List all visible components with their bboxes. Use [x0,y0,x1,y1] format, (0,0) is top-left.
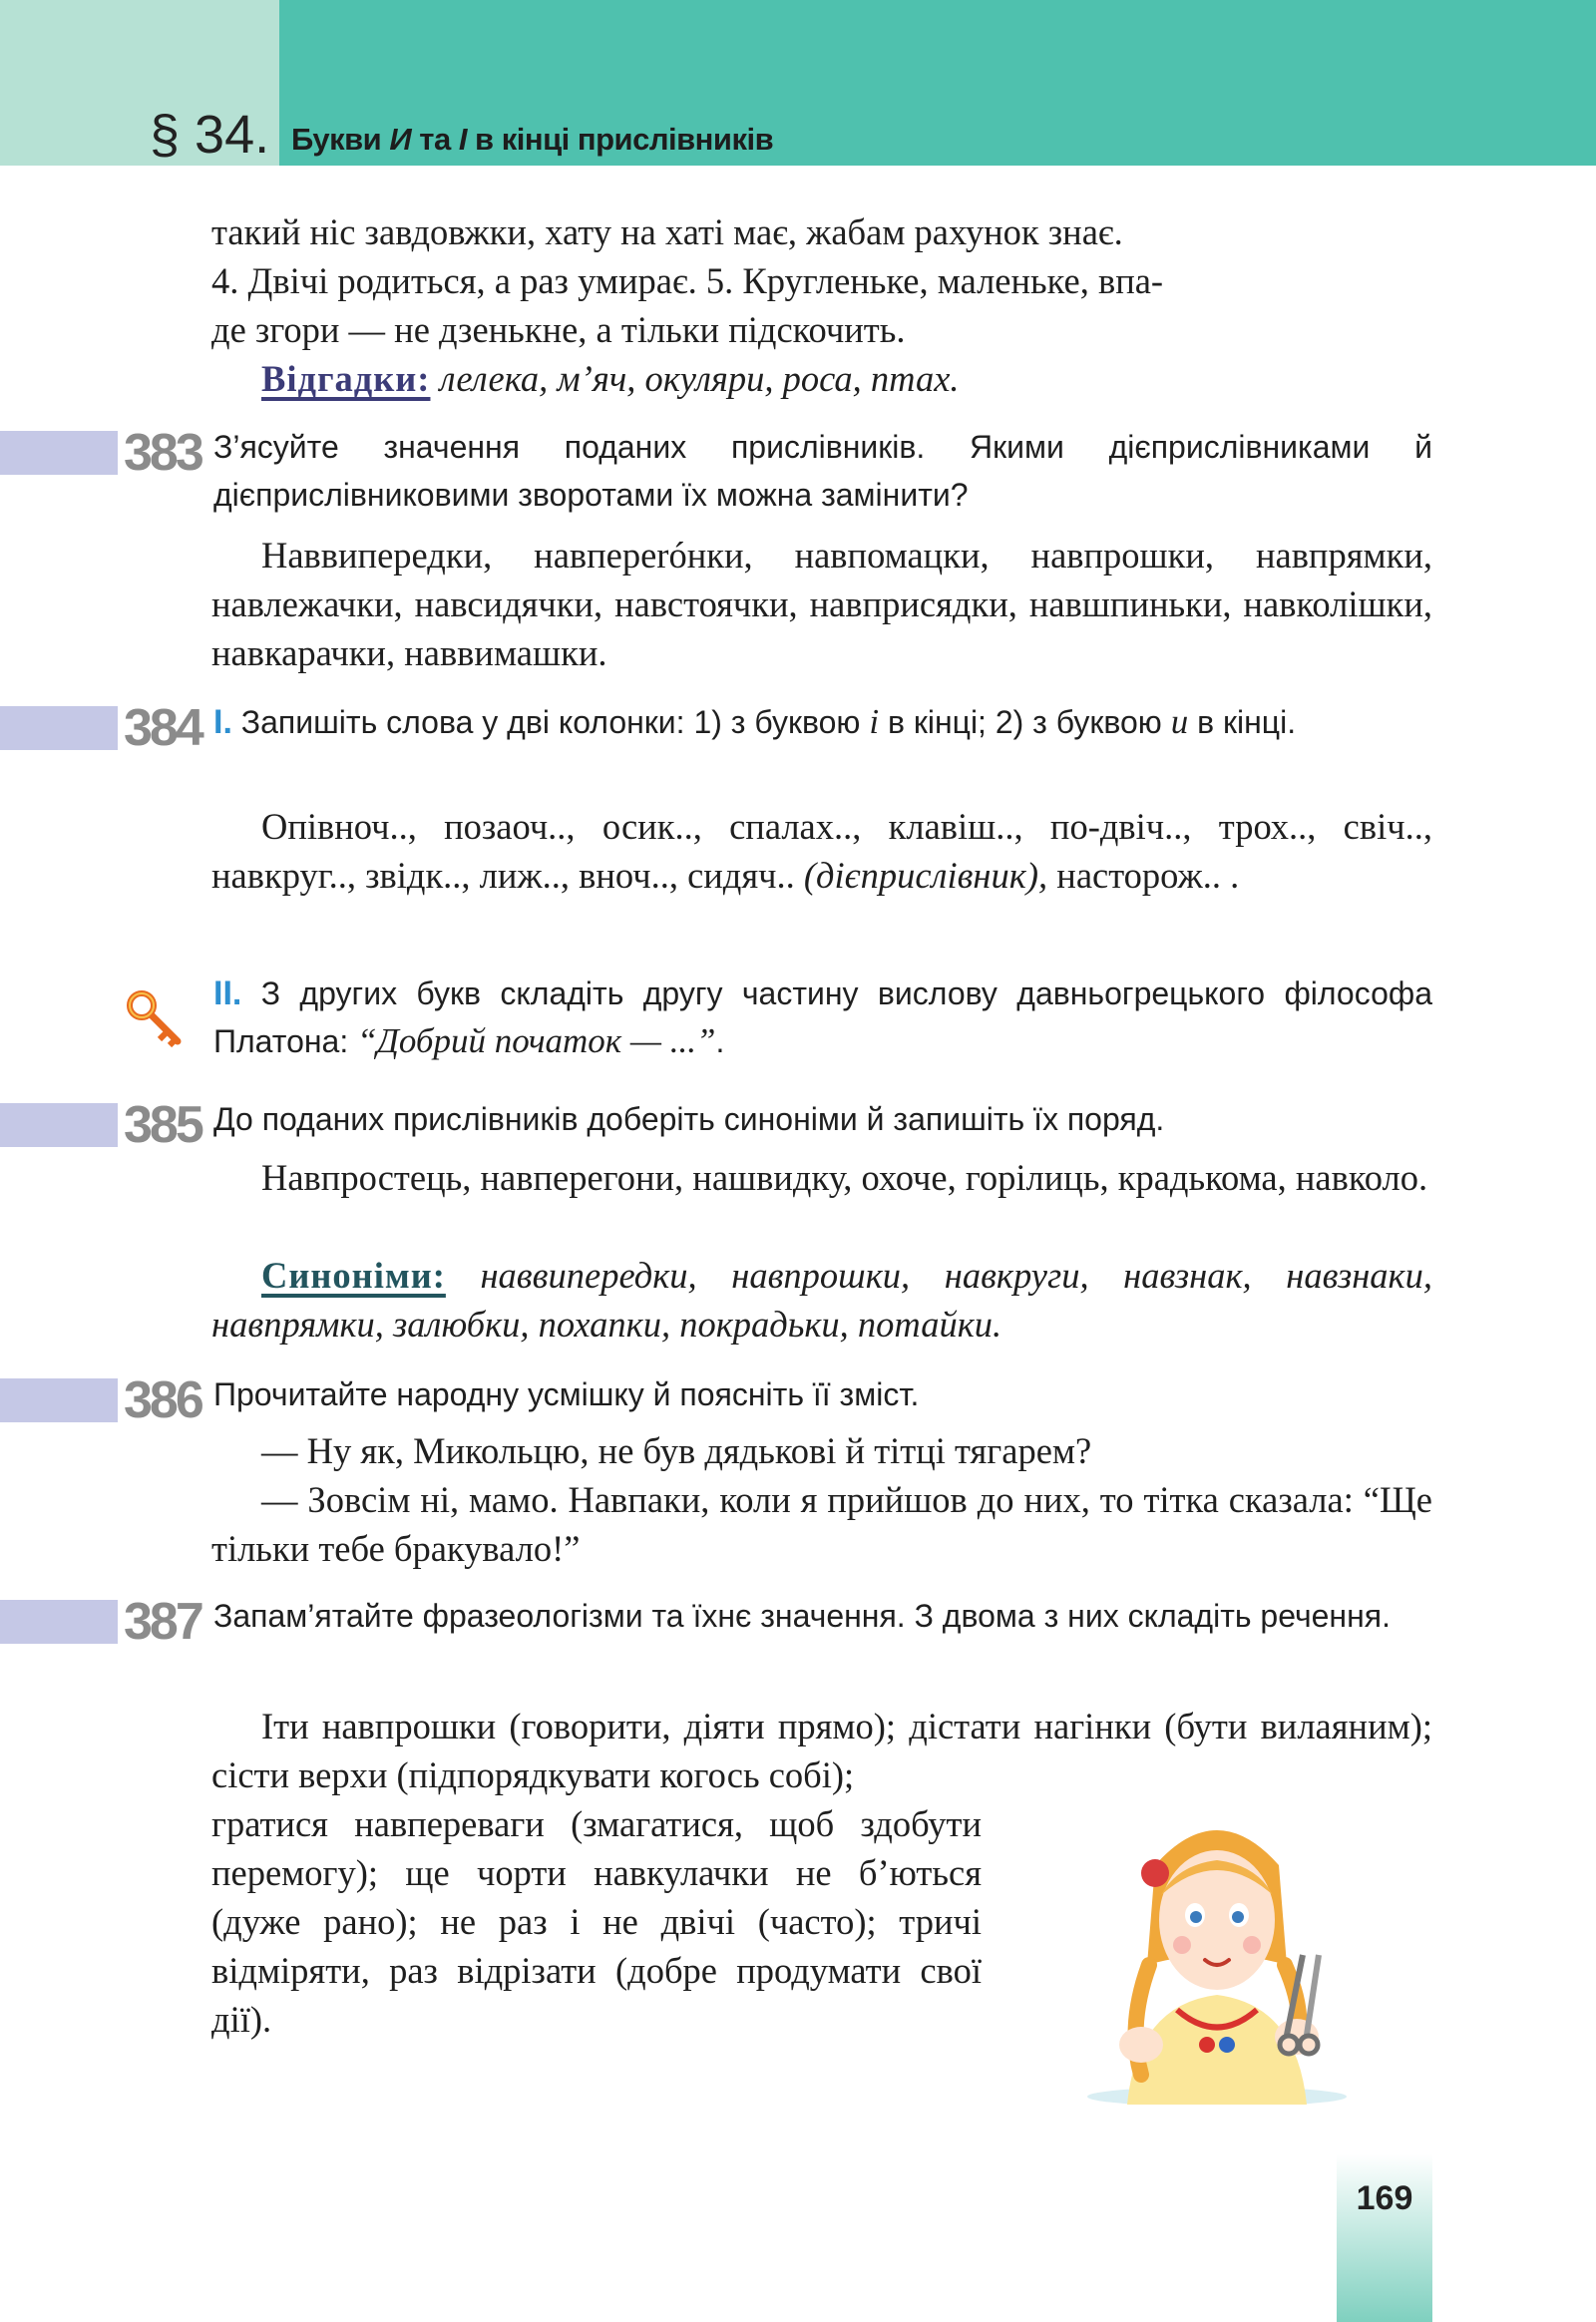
task-383-text: Наввипередки, навпереróнки, навпомацки, навпрошки, навпрямки, навлежачки, навсидячки, навстоячки, навприсядки, навшпиньки, навколішки, навкарачки, наввимашки. [211,535,1432,673]
synonyms-label: Синоніми: [261,1255,446,1296]
task-385-number: 385 [124,1096,201,1154]
task-386-line1: — Ну як, Микольцю, не був дядькові й тітці тягарем? [261,1430,1092,1471]
task-387-bar [0,1600,118,1644]
girl-with-scissors-illustration [1057,1805,1377,2105]
task-386-prompt: Прочитайте народну усмішку й поясніть її зміст. [213,1376,920,1412]
task-385-synonyms: Синоніми: наввипередки, навпрошки, навкруги, навзнак, навзнаки, навпрямки, залюбки, похапки, покрадьки, потайки. [211,1255,1432,1345]
task-386-number: 386 [124,1371,201,1429]
section-number: § 34. [150,105,270,165]
task-383-number: 383 [124,424,201,482]
task-384-number: 384 [124,699,201,757]
task-386-line2: — Зовсім ні, мамо. Навпаки, коли я прийшов до них, то тітка сказала: “Ще тільки тебе бракувало!” [211,1479,1432,1569]
task-385-prompt: До поданих прислівників доберіть синоніми й запишіть їх поряд. [213,1101,1165,1137]
riddle-answers: Відгадки: лелека, м’яч, окуляри, роса, птах. [261,358,960,399]
section-title: Букви И та І в кінці прислівників [291,122,774,157]
task-387-number: 387 [124,1593,201,1651]
task-387-text-narrow: гратися навпереваги (змагатися, щоб здобути перемогу); ще чорти навкулачки не б’ються (дуже рано); не раз і не двічі (часто); тричі відміряти, раз відрізати (добре продумати свої дії). [211,1803,982,2040]
task-384-words: Опівноч.., позаоч.., осик.., спалах.., клавіш.., по-двіч.., трох.., свіч.., навкруг.., звідк.., лиж.., вноч.., сидяч.. (дієприслівник), насторож.. . [211,806,1432,896]
task-384-part1: І. Запишіть слова у дві колонки: 1) з буквою і в кінці; 2) з буквою и в кінці. [213,702,1297,741]
task-383-bar [0,431,118,475]
task-384-bar [0,706,118,750]
task-385-bar [0,1103,118,1147]
page-number: 169 [1356,2179,1413,2217]
task-387-prompt: Запам’ятайте фразеологізми та їхнє значення. З двома з них складіть речення. [213,1598,1391,1634]
task-386-bar [0,1378,118,1422]
riddle-continuation: такий ніс завдовжки, хату на хаті має, жабам рахунок знає. 4. Двічі родиться, а раз умирає. 5. Кругленьке, маленьке, впа- де згори — не дзенькне, а тільки підскочить. [211,211,1164,350]
answers-label: Відгадки: [261,358,431,399]
key-icon [124,985,188,1049]
task-383-prompt: З’ясуйте значення поданих прислівників. Якими дієприслівниками й дієприслівниковими зворотами їх можна замінити? [213,429,1432,513]
task-384-part2: ІІ. З других букв складіть другу частину вислову давньогрецького філософа Платона: “Добрий початок — ...”. [213,974,1432,1060]
task-385-text: Навпростець, навперегони, нашвидку, охоче, горілиць, крадькома, навколо. [261,1157,1428,1198]
task-387-text: Іти навпрошки (говорити, діяти прямо); дістати нагінки (бути вилаяним); сісти верхи (підпорядкувати когось собі); [211,1706,1432,1795]
